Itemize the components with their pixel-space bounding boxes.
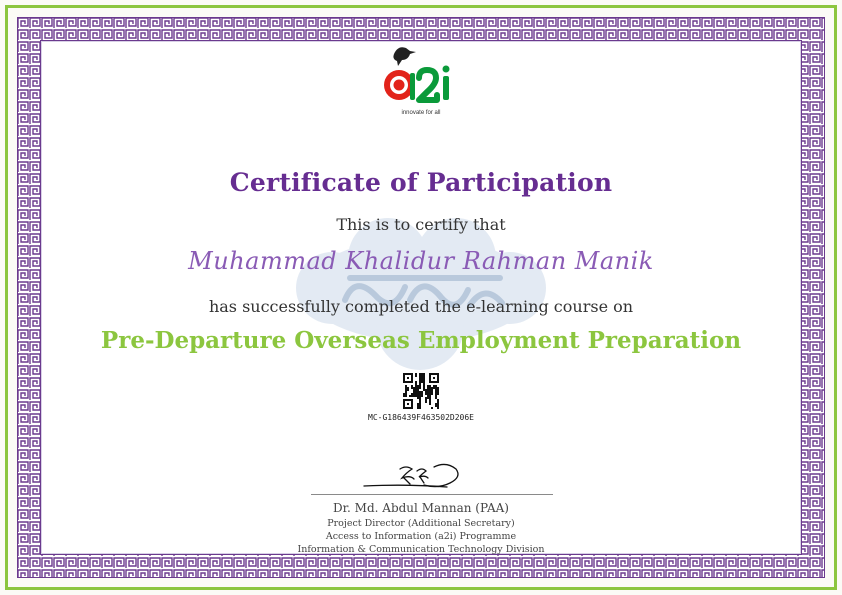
signature-mark <box>362 453 484 493</box>
signatory-division: Information & Communication Technology Division <box>297 544 545 555</box>
signatory-programme: Access to Information (a2i) Programme <box>325 531 517 542</box>
recipient-name: Muhammad Khalidur Rahman Manik <box>188 247 654 275</box>
bird-icon <box>393 47 416 66</box>
course-name: Pre-Departure Overseas Employment Preparation <box>100 327 742 354</box>
certify-line: This is to certify that <box>336 215 506 234</box>
signatory-name: Dr. Md. Abdul Mannan (PAA) <box>333 501 509 515</box>
qr-code-icon <box>403 373 439 409</box>
signatory-title: Project Director (Additional Secretary) <box>327 518 515 529</box>
logo-tagline: innovate for all <box>401 110 441 116</box>
certificate-code: MC-G186439F463502D206E <box>368 413 474 422</box>
certificate-title: Certificate of Participation <box>229 168 613 197</box>
signature-line <box>311 494 553 495</box>
completion-statement: has successfully completed the e-learning course on <box>208 297 634 316</box>
a2i-logo <box>372 40 470 126</box>
